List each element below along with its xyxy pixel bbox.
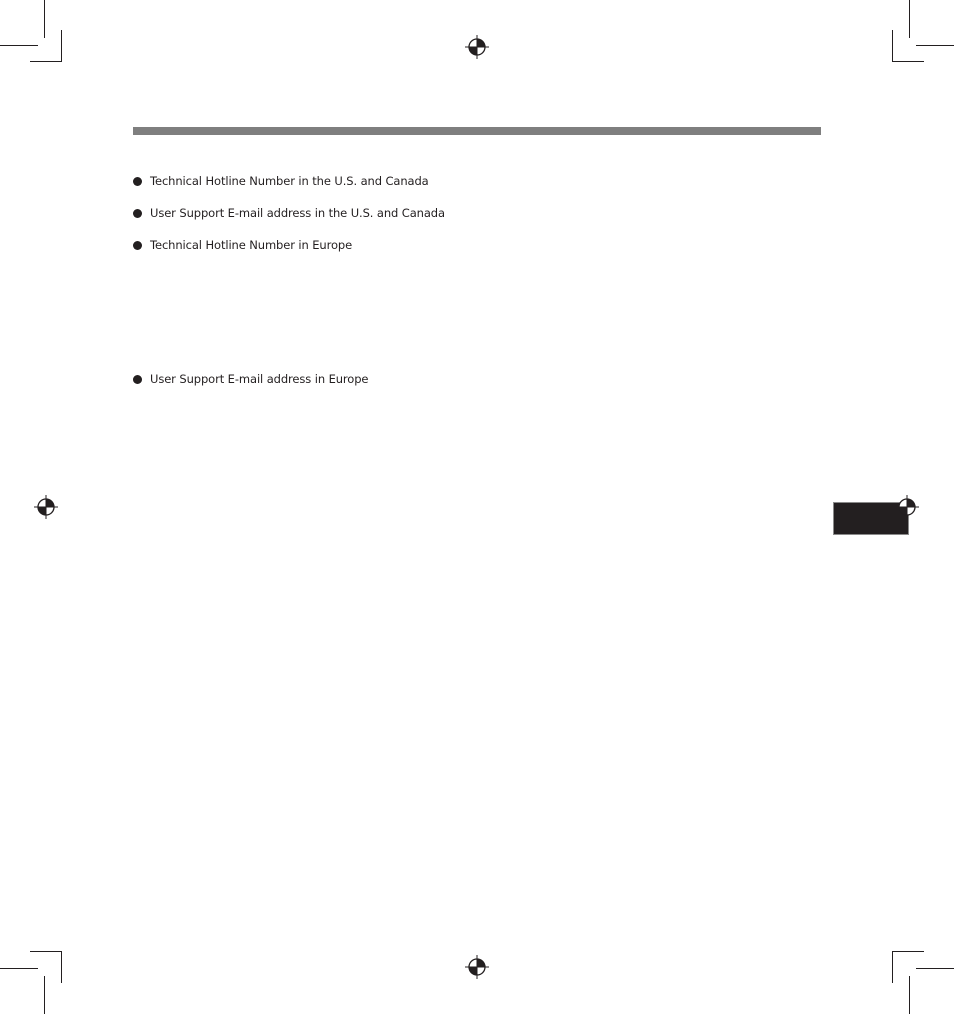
crosshair-registration-icon <box>34 495 58 519</box>
crosshair-registration-icon <box>465 955 489 979</box>
crosshair-registration-icon <box>465 35 489 59</box>
crop-mark-bottom-left-v-inner <box>61 951 62 983</box>
section-header-bar <box>133 127 821 135</box>
list-item <box>133 205 445 221</box>
bullet-icon <box>133 177 142 186</box>
bullet-icon <box>133 375 142 384</box>
crop-mark-top-left-h-inner <box>30 61 62 62</box>
crop-mark-top-left-v-inner <box>61 30 62 62</box>
crop-mark-top-left-h-outer <box>0 45 38 46</box>
crop-mark-top-right-h-outer <box>916 45 954 46</box>
bullet-text: Technical Hotline Number in the U.S. and Canada <box>150 174 429 188</box>
bullet-icon <box>133 209 142 218</box>
bullet-text: User Support E-mail address in Europe <box>150 372 369 386</box>
list-item <box>133 237 352 253</box>
crop-mark-bottom-right-v-outer <box>909 976 910 1014</box>
crop-mark-bottom-right-v-inner <box>892 951 893 983</box>
list-item <box>133 173 429 189</box>
crop-mark-bottom-left-h-inner <box>30 951 62 952</box>
crop-mark-bottom-left-v-outer <box>44 976 45 1014</box>
crop-mark-bottom-right-h-inner <box>892 951 924 952</box>
bullet-icon <box>133 241 142 250</box>
crop-mark-bottom-right-h-outer <box>916 968 954 969</box>
bullet-text: User Support E-mail address in the U.S. and Canada <box>150 206 445 220</box>
crop-mark-top-right-h-inner <box>892 61 924 62</box>
list-item <box>133 371 368 387</box>
crop-mark-top-right-v-outer <box>909 0 910 38</box>
crosshair-registration-icon <box>895 495 919 519</box>
crop-mark-top-left-v-outer <box>44 0 45 38</box>
bullet-text: Technical Hotline Number in Europe <box>150 238 353 252</box>
crop-mark-bottom-left-h-outer <box>0 968 38 969</box>
crop-mark-top-right-v-inner <box>892 30 893 62</box>
